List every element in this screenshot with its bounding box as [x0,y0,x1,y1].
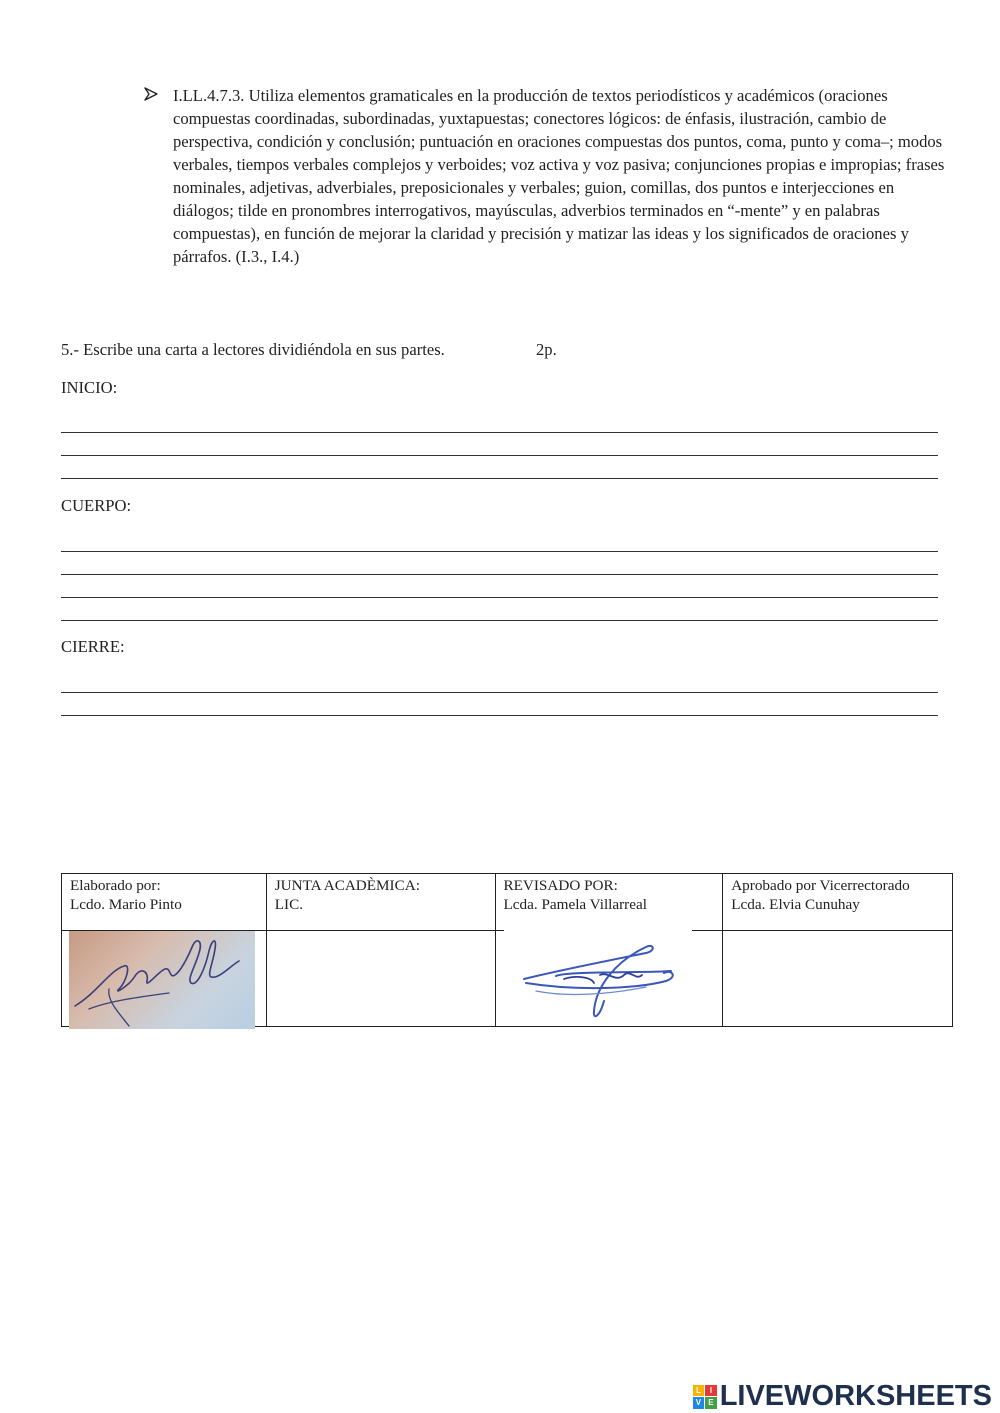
arrow-bullet-icon [144,87,158,101]
section-label-cierre: CIERRE: [61,637,125,656]
logo-text: LIVEWORKSHEETS [719,1380,992,1412]
logo-letter-v: V [693,1397,705,1409]
signature-cell-1 [62,931,267,1027]
junta-cell [266,874,495,931]
answer-line[interactable] [61,597,938,598]
indicator-text: I.LL.4.7.3. Utiliza elementos gramaticales en la producción de textos periodísticos y académicos (oraciones compuestas coordinadas, subordinadas, yuxtapuestas; conectores lógicos: de énfasis, ilustración, cambio de perspectiva, condición y conclusión; puntuación en oraciones compuestas dos puntos, coma, punto y coma–; modos verbales, tiempos verbales complejos y verboides; voz activa y voz pasiva; conjunciones propias e impropias; frases nominales, adjetivas, adverbiales, preposicionales y verbales; guion, comillas, dos puntos e interjecciones en diálogos; tilde en pronombres interrogativos, mayúsculas, adverbios terminados en “-mente” y en palabras compuestas), en función de mejorar la claridad y precisión y matizar las ideas y los significados de oraciones y párrafos. (I.3., I.4.) [173,86,945,266]
logo-letter-l: L [693,1385,705,1397]
handwritten-signature-pamela-icon [496,931,722,1029]
aprobado-role: Aprobado por Vicerrectorado [731,877,910,894]
revisado-cell [495,874,723,931]
signature-table [61,873,953,1027]
answer-line[interactable] [61,432,938,433]
answer-line[interactable] [61,620,938,621]
signature-cell-4 [723,931,953,1027]
revisado-role: REVISADO POR: [503,877,618,894]
answer-line[interactable] [61,551,938,552]
handwritten-signature-icon [69,931,255,1029]
answer-line[interactable] [61,455,938,456]
answer-line[interactable] [61,715,938,716]
signature-cell-2 [266,931,495,1027]
junta-role: JUNTA ACADÈMICA: [274,877,420,894]
aprobado-name: Lcda. Elvia Cunuhay [731,896,860,913]
question-points: 2p. [536,340,557,359]
signature-cell-3 [495,931,723,1027]
question-text: 5.- Escribe una carta a lectores dividiéndola en sus partes. [61,340,445,359]
liveworksheets-logo [693,1380,992,1413]
answer-line[interactable] [61,574,938,575]
elaborado-role: Elaborado por: [70,877,161,894]
section-label-inicio: INICIO: [61,378,118,397]
aprobado-cell [723,874,953,931]
logo-letter-i: I [705,1385,717,1397]
answer-line[interactable] [61,478,938,479]
elaborado-name: Lcdo. Mario Pinto [70,896,182,913]
revisado-name: Lcda. Pamela Villarreal [503,896,647,913]
section-label-cuerpo: CUERPO: [61,496,132,515]
answer-line[interactable] [61,692,938,693]
signature-image-mario-pinto [69,931,255,1029]
elaborado-cell [62,874,267,931]
junta-name: LIC. [274,896,303,913]
logo-letter-e: E [705,1397,717,1409]
logo-grid-icon [693,1385,717,1409]
